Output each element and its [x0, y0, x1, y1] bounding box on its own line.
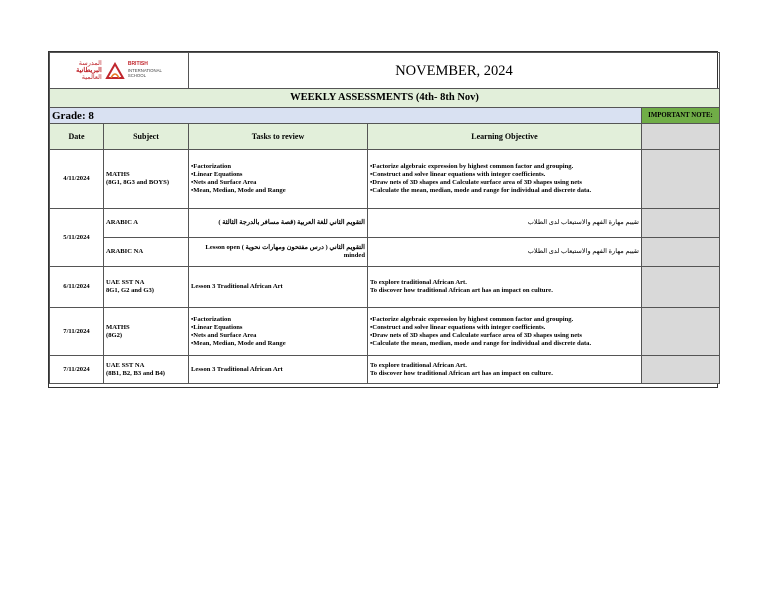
note-cell [642, 150, 720, 209]
school-logo [52, 60, 186, 81]
important-note: IMPORTANT NOTE: [642, 108, 720, 124]
weekly-title: WEEKLY ASSESSMENTS (4th- 8th Nov) [50, 89, 720, 108]
table-row [50, 150, 720, 209]
col-subject: Subject [104, 124, 189, 150]
tasks-cell: التقويم الثاني للغة العربية (قصة مسافر بالدرجة الثالثة ) [189, 209, 368, 238]
date-cell: 4/11/2024 [50, 150, 104, 209]
note-cell [642, 238, 720, 267]
note-cell [642, 308, 720, 356]
weekly-row [50, 89, 720, 108]
table-row [50, 356, 720, 384]
date-cell: 7/11/2024 [50, 308, 104, 356]
column-header-row [50, 124, 720, 150]
objective-cell: •Factorize algebraic expression by highest common factor and grouping. •Construct and solve linear equations with integer coefficients. •Draw nets of 3D shapes and Calculate surface area of 3D shapes using nets •Calculate the mean, median, mode and range for individual and discrete data. [368, 308, 642, 356]
date-cell: 5/11/2024 [50, 209, 104, 267]
col-objective: Learning Objective [368, 124, 642, 150]
tasks-cell: التقويم الثاني ( درس مفتحون ومهارات نحوية ) Lesson open minded [189, 238, 368, 267]
objective-cell: تقييم مهارة الفهم والاستيعاب لدى الطلاب [368, 238, 642, 267]
tasks-cell: Lesson 3 Traditional African Art [189, 267, 368, 308]
note-cell [642, 209, 720, 238]
note-cell [642, 356, 720, 384]
tasks-cell: •Factorization •Linear Equations •Nets and Surface Area •Mean, Median, Mode and Range [189, 308, 368, 356]
subject-cell: UAE SST NA 8G1, G2 and G3) [104, 267, 189, 308]
objective-cell: •Factorize algebraic expression by highest common factor and grouping. •Construct and solve linear equations with integer coefficients. •Draw nets of 3D shapes and Calculate surface area of 3D shapes using nets •Calculate the mean, median, mode and range for individual and discrete data. [368, 150, 642, 209]
title-row [50, 53, 720, 89]
objective-cell: تقييم مهارة الفهم والاستيعاب لدى الطلاب [368, 209, 642, 238]
subject-cell: UAE SST NA (8B1, B2, B3 and B4) [104, 356, 189, 384]
logo-cell [50, 53, 189, 89]
grade-row [50, 108, 720, 124]
month-title: NOVEMBER, 2024 [189, 53, 720, 89]
logo-english: BRITISH INTERNATIONAL SCHOOL [127, 61, 162, 79]
table-row [50, 267, 720, 308]
logo-arabic: المدرسة البريطانية العالمية [76, 60, 102, 81]
note-cell [642, 124, 720, 150]
tasks-cell: •Factorization •Linear Equations •Nets and Surface Area •Mean, Median, Mode and Range [189, 150, 368, 209]
assessment-table [49, 52, 720, 384]
british-international-school-logo-icon [105, 62, 125, 80]
subject-cell: ARABIC NA [104, 238, 189, 267]
subject-cell: MATHS (8G2) [104, 308, 189, 356]
objective-cell: To explore traditional African Art. To discover how traditional African art has an impact on culture. [368, 356, 642, 384]
date-cell: 7/11/2024 [50, 356, 104, 384]
col-tasks: Tasks to review [189, 124, 368, 150]
subject-cell: MATHS (8G1, 8G3 and BOYS) [104, 150, 189, 209]
grade-label: Grade: 8 [50, 108, 642, 124]
objective-cell: To explore traditional African Art. To discover how traditional African art has an impact on culture. [368, 267, 642, 308]
subject-cell: ARABIC A [104, 209, 189, 238]
tasks-cell: Lesson 3 Traditional African Art [189, 356, 368, 384]
col-date: Date [50, 124, 104, 150]
table-row [50, 209, 720, 238]
note-cell [642, 267, 720, 308]
table-row [50, 308, 720, 356]
date-cell: 6/11/2024 [50, 267, 104, 308]
table-row [50, 238, 720, 267]
